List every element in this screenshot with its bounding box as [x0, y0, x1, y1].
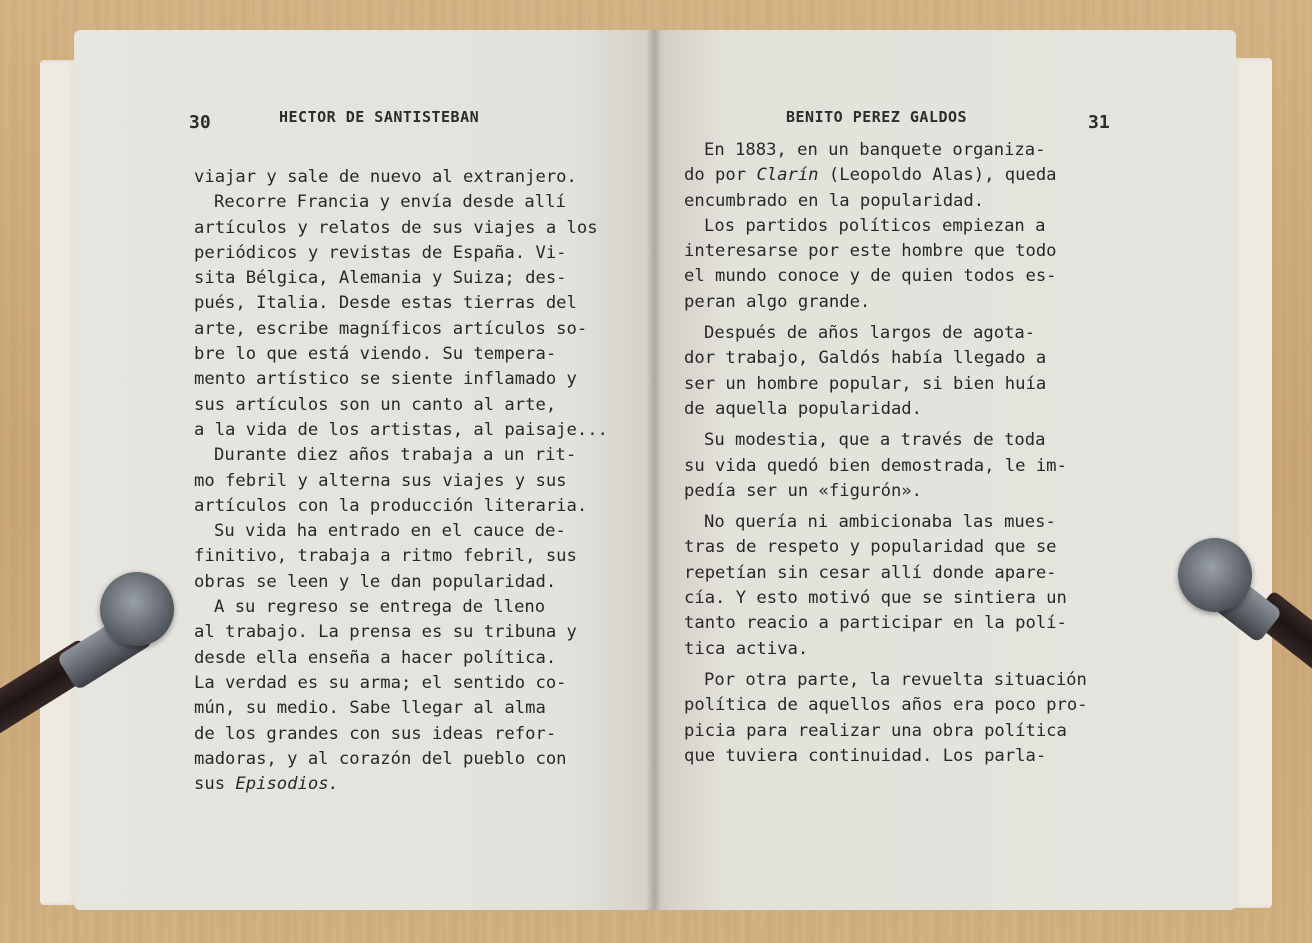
- text-line: Su vida ha entrado en el cauce de-: [214, 521, 566, 542]
- text-line: Los partidos políticos empiezan a: [704, 215, 1046, 236]
- text-line: pués, Italia. Desde estas tierras del: [194, 293, 577, 314]
- text-line: arte, escribe magníficos artículos so-: [194, 318, 588, 339]
- text-line: viajar y sale de nuevo al extranjero.: [194, 167, 577, 187]
- text-line: finitivo, trabaja a ritmo febril, sus: [194, 546, 577, 567]
- text-line: sita Bélgica, Alemania y Suiza; des-: [194, 268, 567, 289]
- text-line: No quería ni ambicionaba las mues-: [704, 512, 1056, 533]
- left-page: [74, 30, 654, 910]
- text-line: [684, 163, 1088, 188]
- text-line: ser un hombre popular, si bien huía: [684, 373, 1047, 394]
- page-number-right: 31: [1088, 112, 1110, 133]
- text-fragment: do por: [684, 165, 757, 186]
- text-line: tras de respeto y popularidad que se: [684, 537, 1057, 558]
- italic-title-episodios: Episodios.: [235, 774, 339, 795]
- italic-name-clarin: Clarín: [756, 165, 819, 186]
- text-line: Recorre Francia y envía desde allí: [214, 192, 566, 213]
- clip-tip: [1178, 538, 1252, 612]
- text-line: obras se leen y le dan popularidad.: [194, 571, 557, 592]
- text-line: repetían sin cesar allí donde apare-: [684, 562, 1057, 583]
- left-page-body: [194, 165, 608, 797]
- text-line: interesarse por este hombre que todo: [684, 241, 1057, 262]
- running-header-right: BENITO PEREZ GALDOS: [786, 108, 968, 126]
- text-line: mo febril y alterna sus viajes y sus: [194, 470, 567, 491]
- text-line: madoras, y al corazón del pueblo con: [194, 748, 567, 769]
- right-clip-icon: [1150, 520, 1312, 720]
- text-line: al trabajo. La prensa es su tribuna y: [194, 622, 577, 643]
- page-stack-right: [1232, 58, 1272, 908]
- open-book: [40, 30, 1272, 915]
- text-line: de los grandes con sus ideas refor-: [194, 723, 557, 744]
- page-stack-left: [40, 60, 78, 905]
- text-line: política de aquellos años era poco pro-: [684, 695, 1088, 716]
- text-line: desde ella enseña a hacer política.: [194, 647, 557, 668]
- text-line: A su regreso se entrega de lleno: [214, 597, 546, 618]
- text-line: periódicos y revistas de España. Vi-: [194, 242, 567, 263]
- running-header-left: HECTOR DE SANTISTEBAN: [279, 108, 480, 126]
- text-line: mento artístico se siente inflamado y: [194, 369, 577, 390]
- text-line: de aquella popularidad.: [684, 398, 922, 419]
- text-line: Por otra parte, la revuelta situación: [704, 669, 1087, 690]
- text-line: La verdad es su arma; el sentido co-: [194, 672, 567, 693]
- text-line: que tuviera continuidad. Los parla-: [684, 745, 1047, 766]
- text-fragment: (Leopoldo Alas), queda: [818, 165, 1057, 186]
- right-page: [654, 30, 1236, 910]
- text-line: el mundo conoce y de quien todos es-: [684, 266, 1057, 287]
- text-line: tanto reacio a participar en la polí-: [684, 613, 1067, 634]
- right-page-body: [684, 138, 1088, 769]
- text-line: peran algo grande.: [684, 291, 871, 312]
- text-line: bre lo que está viendo. Su tempera-: [194, 344, 557, 365]
- text-line: pedía ser un «figurón».: [684, 480, 922, 501]
- text-line: En 1883, en un banquete organiza-: [704, 140, 1046, 160]
- text-line: cía. Y esto motivó que se sintiera un: [684, 588, 1067, 609]
- text-line: tica activa.: [684, 638, 809, 659]
- text-line: a la vida de los artistas, al paisaje...: [194, 419, 608, 440]
- text-line: Su modestia, que a través de toda: [704, 430, 1046, 451]
- text-line: picia para realizar una obra política: [684, 720, 1067, 741]
- text-line: artículos y relatos de sus viajes a los: [194, 217, 598, 238]
- left-clip-icon: [0, 560, 200, 760]
- text-line: su vida quedó bien demostrada, le im-: [684, 455, 1067, 476]
- clip-tip: [100, 572, 174, 646]
- text-line: dor trabajo, Galdós había llegado a: [684, 348, 1047, 369]
- text-line: Durante diez años trabaja a un rit-: [214, 445, 577, 466]
- text-line: mún, su medio. Sabe llegar al alma: [194, 698, 546, 719]
- text-line: Después de años largos de agota-: [704, 323, 1036, 344]
- text-line: artículos con la producción literaria.: [194, 495, 588, 516]
- book-gutter: [646, 30, 662, 910]
- text-line: encumbrado en la popularidad.: [684, 190, 985, 211]
- text-line-last: [194, 772, 608, 797]
- text-fragment: sus: [194, 774, 236, 795]
- page-number-left: 30: [189, 112, 211, 133]
- text-line: sus artículos son un canto al arte,: [194, 394, 557, 415]
